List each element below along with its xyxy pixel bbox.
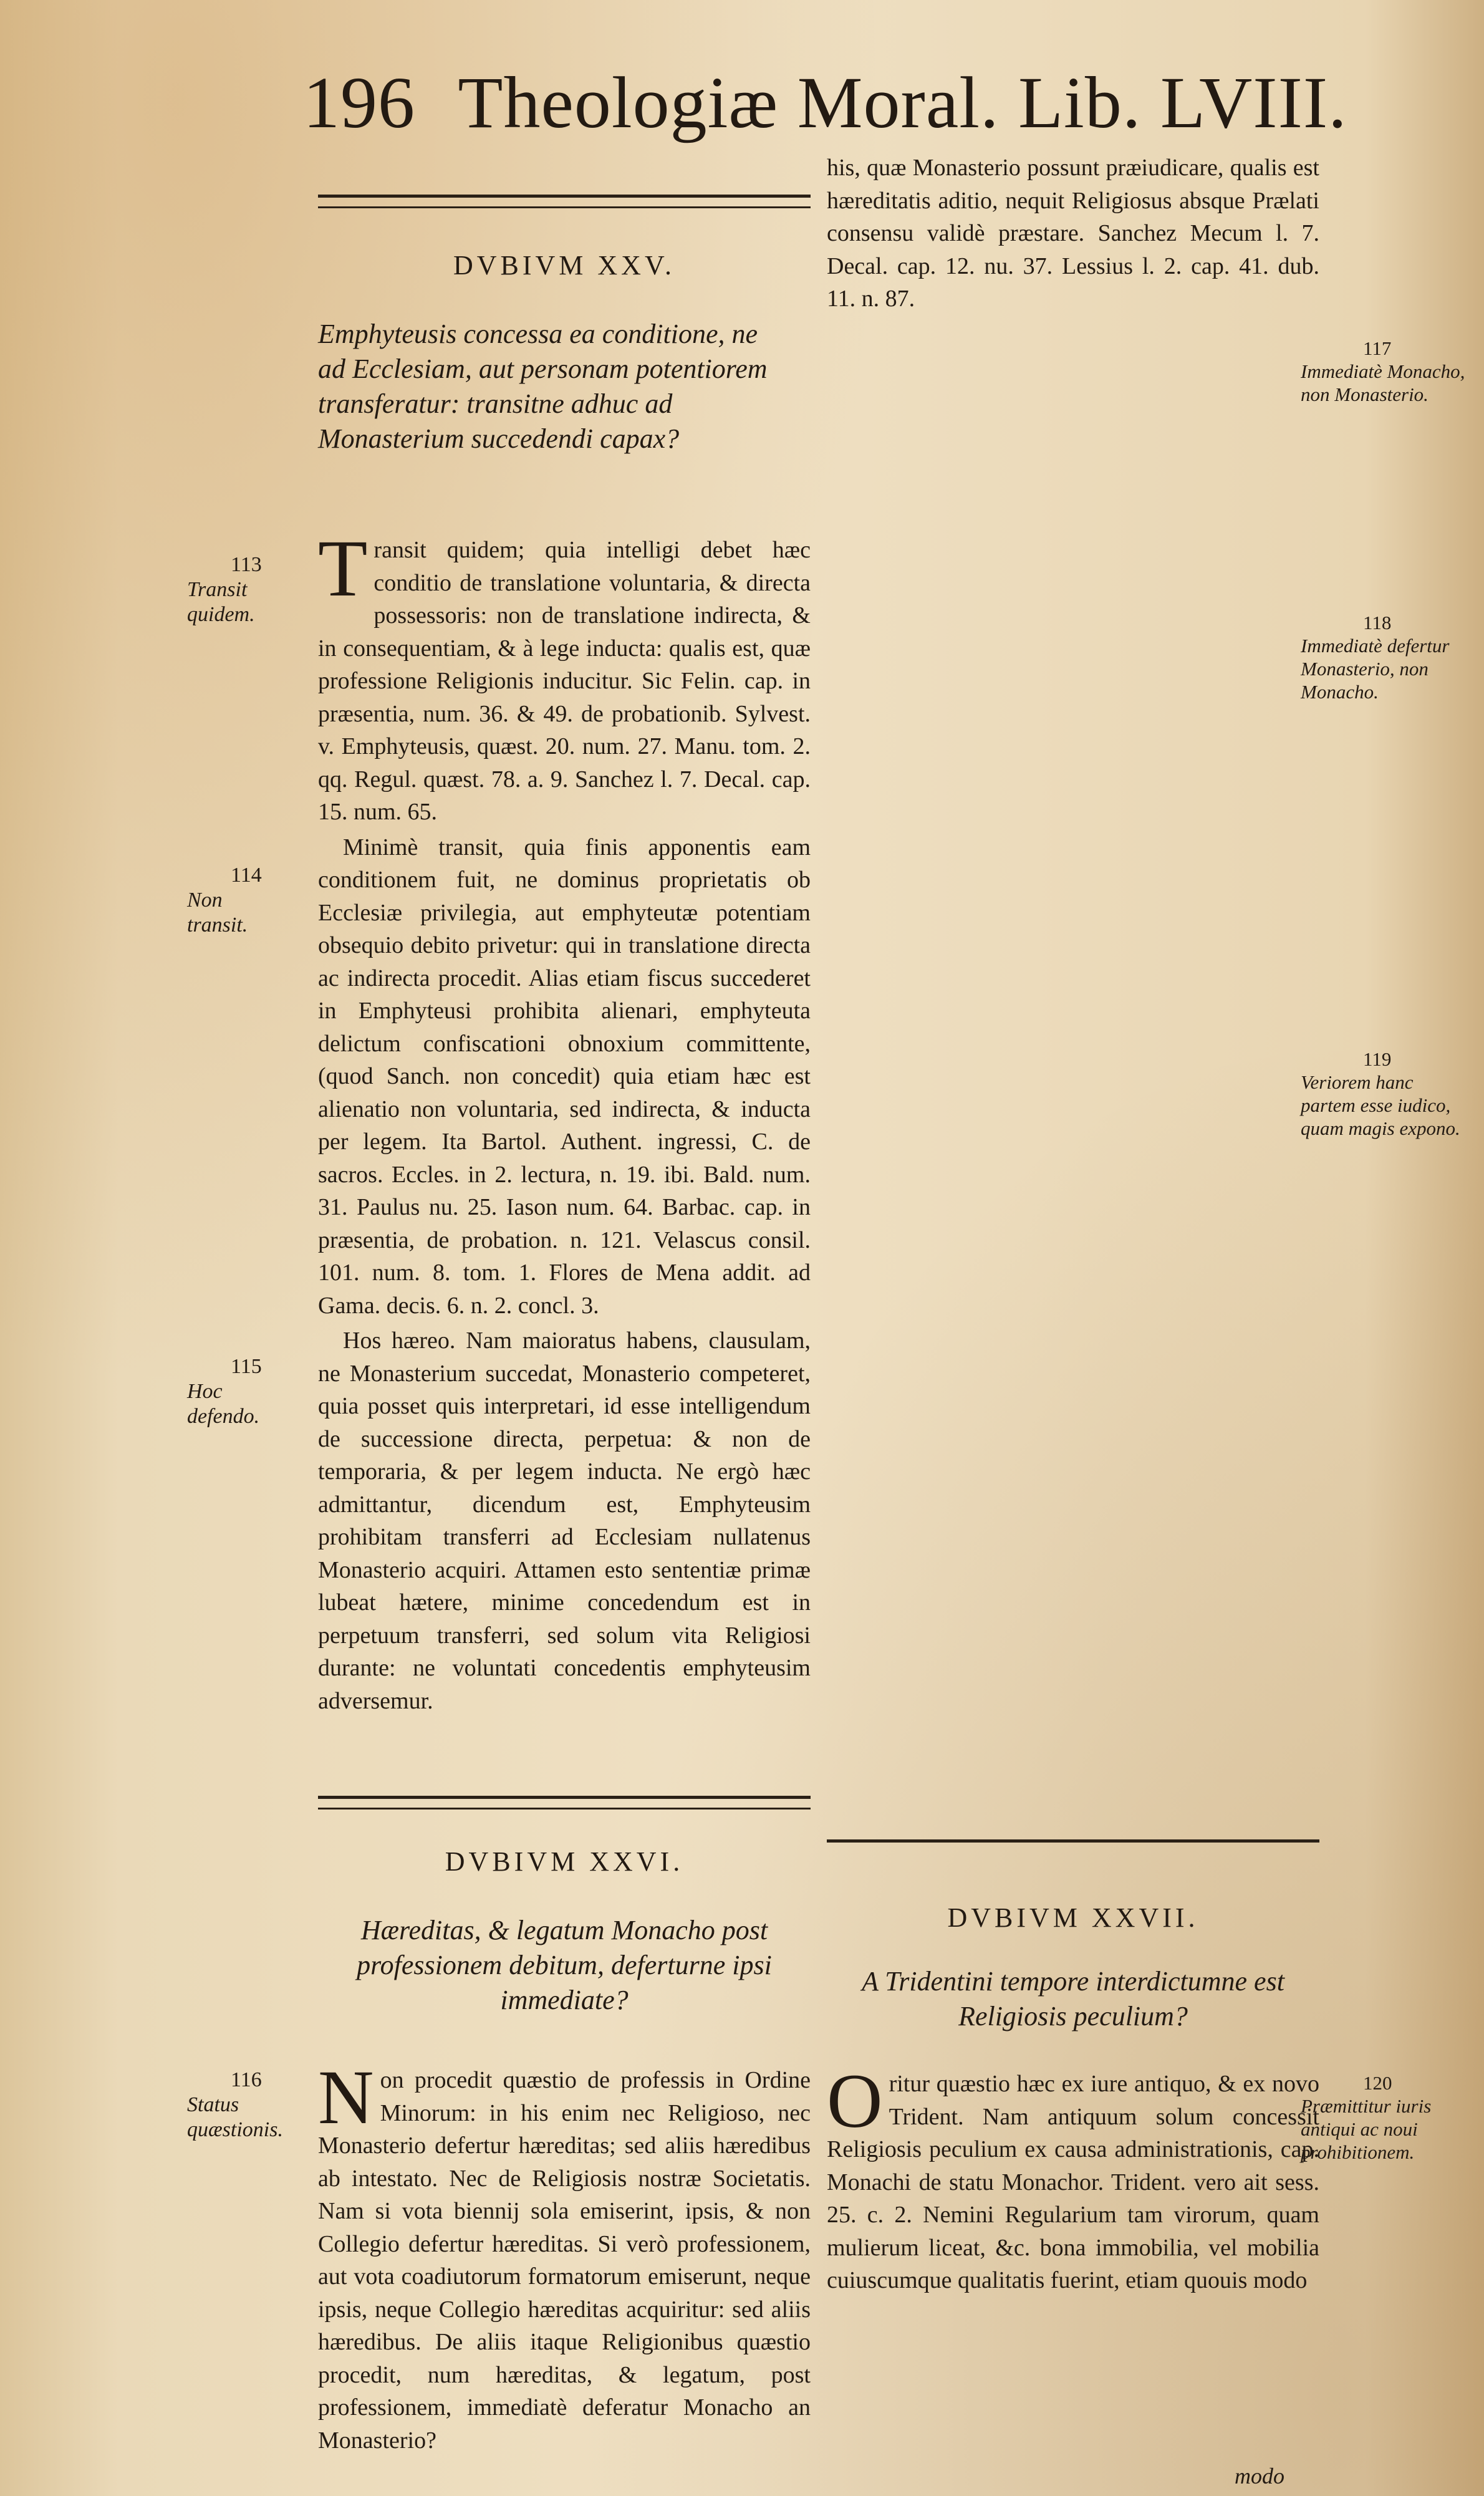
section-rule-left [318, 1796, 811, 1809]
margin-note-text: Præmittitur iuris antiqui ac noui prohibitionem. [1301, 2095, 1432, 2163]
margin-note-113 [187, 552, 287, 627]
catchword: modo [1235, 2464, 1284, 2489]
page-number: 196 [303, 62, 415, 143]
paragraph-115: Hos hæreo. Nam maioratus habens, clausulam, ne Monasterium succedat, Monasterio competeret, quia posset quis interpretari, id esse intelligendum de successione directa, perpetua: & non de temporaria, & per legem inducta. Ne ergò hæc admittantur, dicendum est, Emphyteusim prohibitam transferri ad Ecclesiam nullatenus Monasterio acquiri. Attamen esto sententiæ primæ lubeat hætere, minime concedendum est in perpetuum transferri, sed solum vita Religiosi durante: ne voluntati concedentis emphyteusim adversemur. [318, 1328, 811, 1714]
margin-note-number: 119 [1363, 1048, 1392, 1070]
margin-note-text: Non transit. [187, 889, 248, 937]
margin-note-number: 116 [231, 2068, 262, 2091]
margin-note-text: Transit quidem. [187, 578, 255, 626]
margin-note-117 [1301, 337, 1469, 406]
margin-note-number: 113 [231, 553, 262, 576]
margin-note-118 [1301, 611, 1469, 703]
dubium-27-body [827, 2068, 1319, 2467]
paragraph-116: Non procedit quæstio de professis in Ordine Minorum: in his enim nec Religioso, nec Monasterio defertur hæreditas; sed aliis hæredibus ab intestato. Nec de Religiosis nostræ Societatis. Nam si vota biennij sola emiserint, ipsis, & non Collegio defertur hæreditas. Si verò professionem, aut vota coadiutorum formatorum emiserunt, neque ipsis, neque Collegio hæreditas acquiritur: sed aliis hæredibus. De aliis itaque Religionibus quæstio procedit, num hæreditas, & legatum, post professionem, immediatè deferatur Monacho an Monasterio? [318, 2064, 811, 2454]
dubium-27-question: A Tridentini tempore interdictumne est Religiosis peculium? [862, 1966, 1284, 2031]
margin-note-116 [187, 2068, 287, 2142]
margin-note-number: 115 [231, 1355, 262, 1378]
margin-note-115 [187, 1354, 287, 1429]
margin-note-text: Immediatè defertur Monasterio, non Monacho. [1301, 635, 1450, 703]
dubium-26-heading: DVBIVM XXVI. [445, 1846, 684, 1877]
margin-note-number: 117 [1363, 337, 1392, 359]
section-rule-right [827, 1839, 1319, 1843]
margin-note-number: 120 [1363, 2072, 1392, 2094]
dubium-25-body [318, 524, 811, 1717]
top-rule-left [318, 195, 811, 208]
dubium-26-body-start [318, 2064, 811, 2475]
paragraph-113: Transit quidem; quia intelligi debet hæc conditio de translatione voluntaria, & directa possessoris: non de translatione indirecta, & in consequentiam, & à lege inducta: qualis est, quæ professione Religionis inducitur. Sic Felin. cap. in præsentia, num. 36. & 49. de probationib. Sylvest. v. Emphyteusis, quæst. 20. num. 27. Manu. tom. 2. qq. Regul. quæst. 78. a. 9. Sanchez l. 7. Decal. cap. 15. num. 65. [318, 524, 811, 825]
paragraph-114: Minimè transit, quia finis apponentis eam conditionem fuit, ne dominus proprietatis ob Ecclesiæ privilegia, aut emphyteutæ potentiam obsequio debito privetur: qui in translatione directa ac indirecta procedit. Alias etiam fiscus succederet in Emphyteusi prohibita alienari, emphyteuta delictum confiscationi obnoxium committente, (quod Sanch. non concedit) quia etiam hæc est alienatio non voluntaria, sed indirecta, & inducta per legem. Ita Bartol. Authent. ingressi, C. de sacros. Eccles. in 2. lectura, n. 19. ibi. Bald. num. 31. Paulus nu. 25. Iason num. 64. Barbac. cap. in præsentia, de probation. n. 121. Velascus consil. 101. num. 8. tom. 1. Flores de Mena addit. ad Gama. decis. 6. n. 2. concl. 3. [318, 834, 811, 1319]
margin-note-119 [1301, 1048, 1469, 1140]
margin-note-text: Immediatè Monacho, non Monasterio. [1301, 360, 1465, 405]
margin-note-114 [187, 863, 287, 938]
margin-note-text: Status quæstionis. [187, 2093, 283, 2141]
margin-note-120 [1301, 2071, 1469, 2164]
paragraph-120: Oritur quæstio hæc ex iure antiquo, & ex novo Trident. Nam antiquum solum concessit Religiosis peculium ex causa administrationis, cap. Monachi de statu Monachor. Trident. vero ait sess. 25. c. 2. Nemini Regularium tam virorum, quam mulierum liceat, &c. bona immobilia, vel mobilia cuiuscumque qualitatis fuerint, etiam quouis modo [827, 2068, 1319, 2293]
running-head [303, 62, 1347, 143]
margin-note-number: 114 [231, 864, 262, 887]
running-title: Theologiæ Moral. Lib. LVIII. [458, 62, 1347, 143]
dubium-26-body-continued [827, 150, 1319, 1790]
margin-note-text: Hoc defendo. [187, 1380, 260, 1428]
margin-note-text: Veriorem hanc partem esse iudico, quam magis expono. [1301, 1071, 1460, 1139]
dubium-25-heading: DVBIVM XXV. [453, 250, 676, 281]
paragraph-119: his, quæ Monasterio possunt præiudicare, qualis est hæreditatis aditio, nequit Religiosus absque Prælati consensu validè præstare. Sanchez Mecum l. 7. Decal. cap. 12. nu. 37. Lessius l. 2. cap. 41. dub. 11. n. 87. [827, 155, 1319, 312]
dubium-26-question: Hæreditas, & legatum Monacho post professionem debitum, deferturne ipsi immediate? [357, 1915, 772, 2015]
dubium-25-question: Emphyteusis concessa ea conditione, ne ad Ecclesiam, aut personam potentiorem transferatur: transitne adhuc ad Monasterium succedendi capax? [318, 319, 768, 454]
dubium-27-heading: DVBIVM XXVII. [947, 1902, 1199, 1933]
margin-note-number: 118 [1363, 612, 1392, 634]
